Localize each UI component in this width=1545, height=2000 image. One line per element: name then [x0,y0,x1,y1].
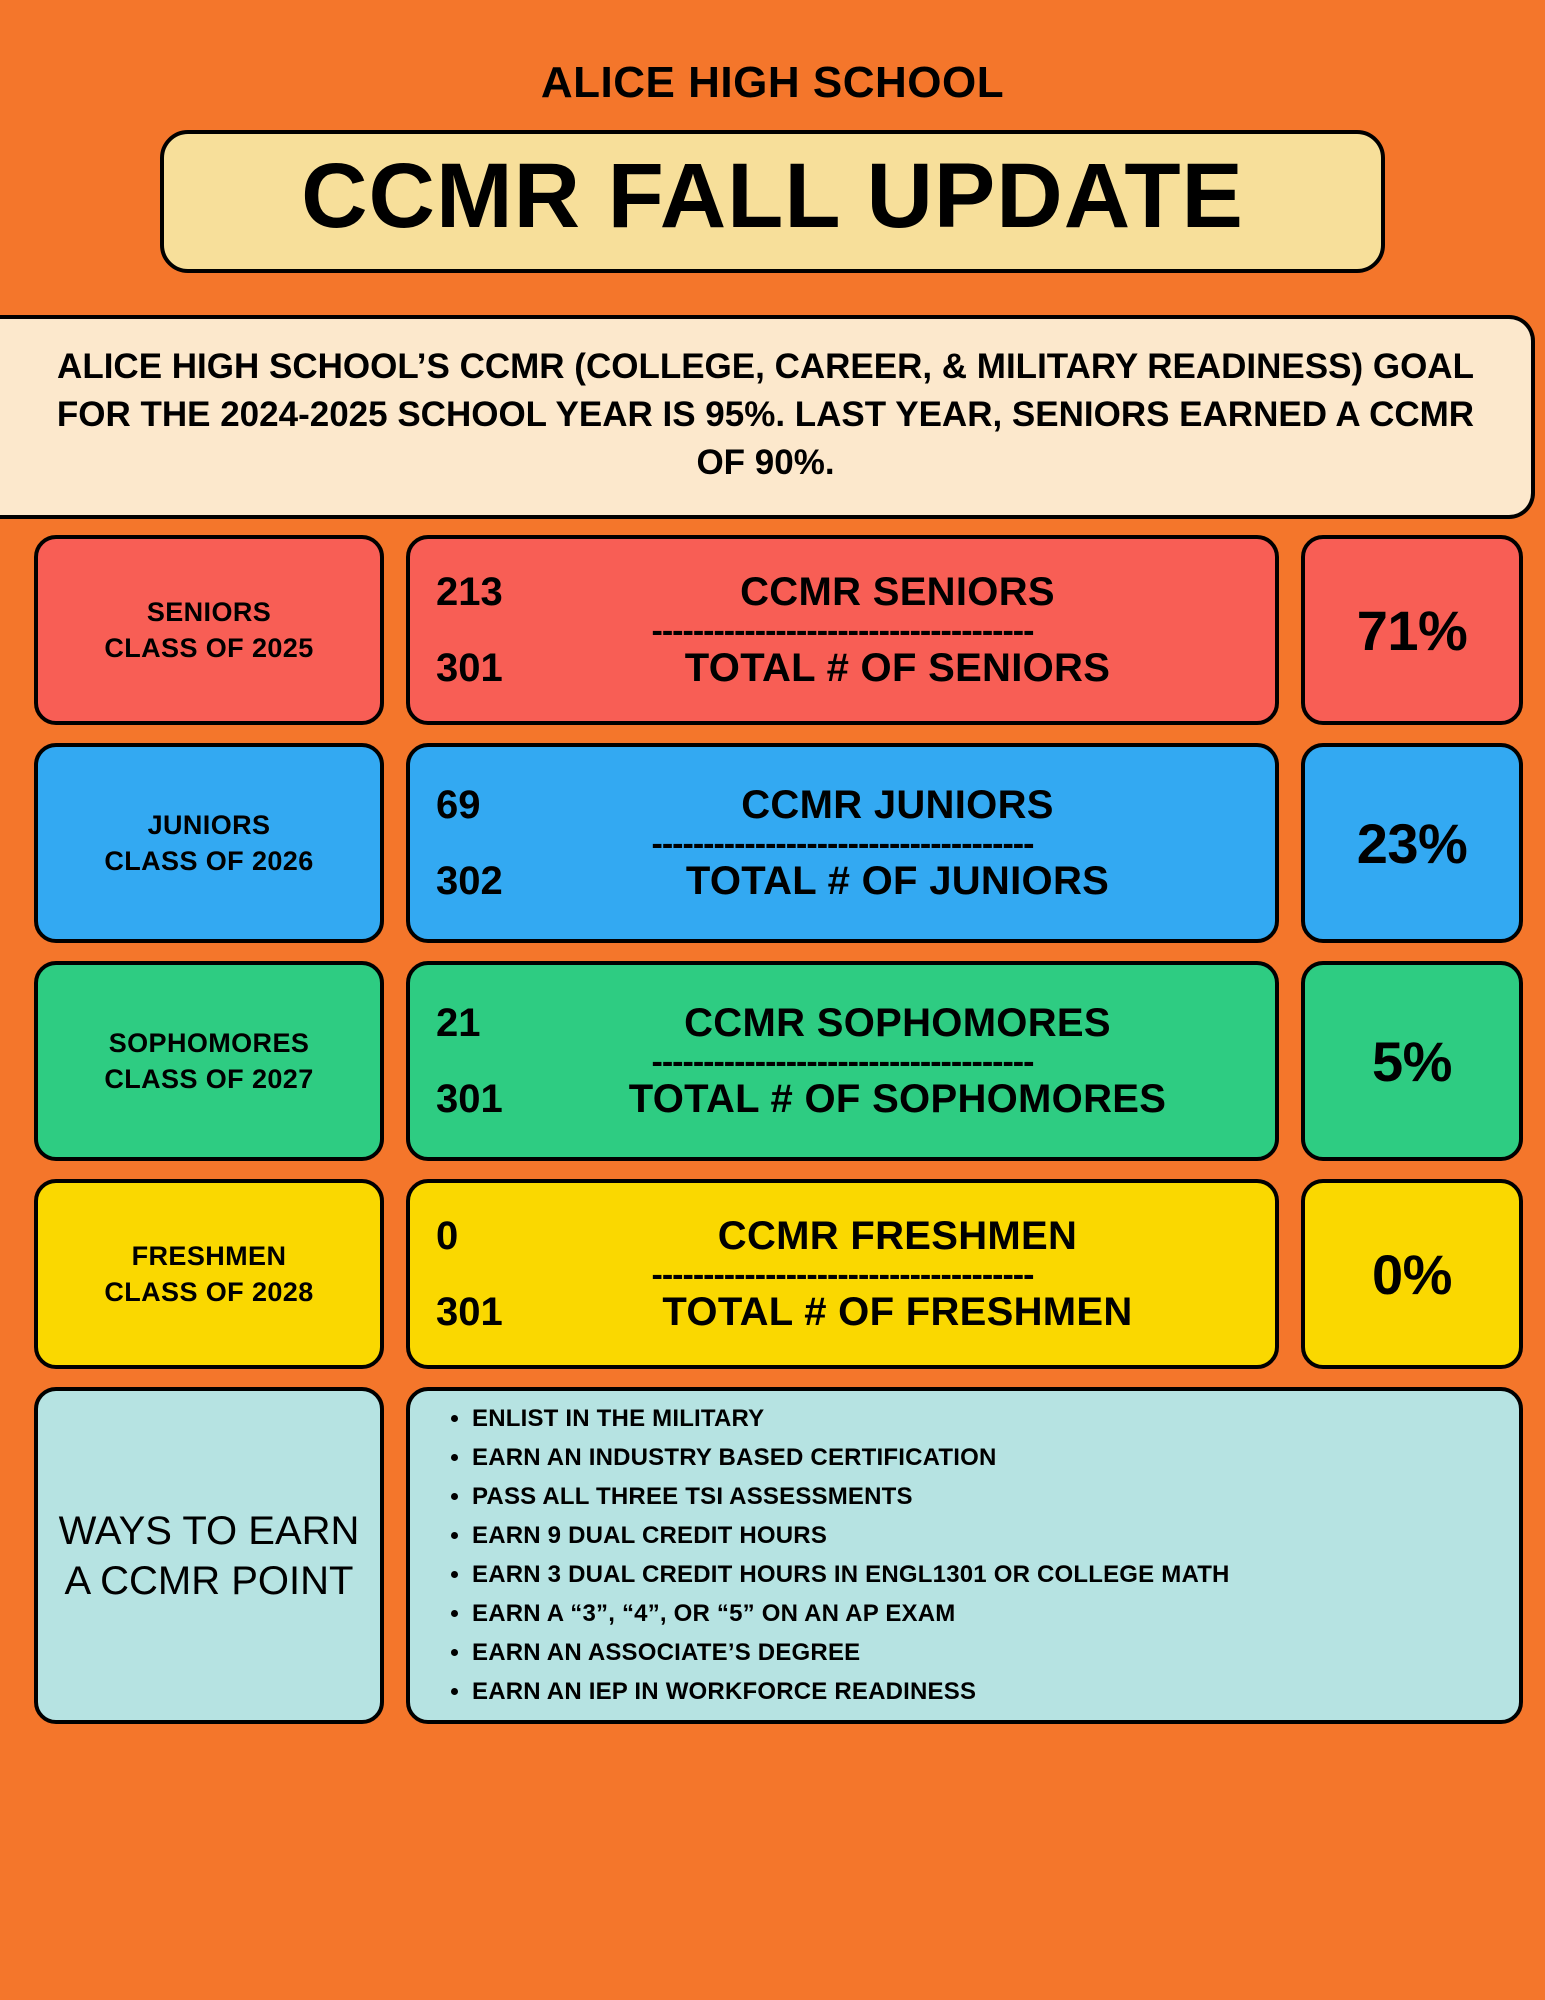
class-year: CLASS OF 2027 [104,1064,314,1095]
list-item: • EARN AN ASSOCIATE’S DEGREE [472,1641,1499,1665]
fraction-rule: ------------------------------------- [651,1262,1034,1289]
denominator-value: 302 [436,859,503,904]
fraction-rule: ------------------------------------- [651,618,1034,645]
ways-to-earn-section [34,1387,1523,1724]
percent-value: 23% [1356,811,1468,875]
class-row-sophomores [34,961,1523,1161]
class-year: CLASS OF 2025 [104,633,314,664]
fraction-denominator-line [424,859,1261,904]
fraction-freshmen [406,1179,1279,1369]
list-item: • EARN A “3”, “4”, OR “5” ON AN AP EXAM [472,1602,1499,1626]
denominator-value: 301 [436,1077,503,1122]
percent-sophomores [1301,961,1523,1161]
class-row-seniors [34,535,1523,725]
goal-banner [0,315,1535,520]
list-item: • PASS ALL THREE TSI ASSESSMENTS [472,1485,1499,1509]
fraction-numerator-line [424,1214,1261,1259]
fraction-seniors [406,535,1279,725]
class-label-juniors [34,743,384,943]
numerator-value: 21 [436,1000,481,1045]
denominator-value: 301 [436,1290,503,1335]
goal-text: ALICE HIGH SCHOOL’S CCMR (COLLEGE, CAREER, & MILITARY READINESS) GOAL FOR THE 2024-2025 SCHOOL YEAR IS 95%. LAST YEAR, SENIORS EARNED A CCMR OF 90%. [56,346,1475,483]
class-name: FRESHMEN [131,1241,287,1272]
fraction-denominator-line [424,646,1261,691]
numerator-label: CCMR FRESHMEN [717,1213,1078,1258]
class-label-sophomores [34,961,384,1161]
percent-juniors [1301,743,1523,943]
numerator-value: 213 [436,569,503,614]
class-name: SENIORS [146,597,272,628]
percent-value: 71% [1356,598,1468,662]
list-item: • EARN AN INDUSTRY BASED CERTIFICATION [472,1446,1499,1470]
fraction-numerator-line [424,1001,1261,1046]
numerator-label: CCMR JUNIORS [741,782,1054,827]
denominator-label: TOTAL # OF JUNIORS [685,859,1110,904]
ways-list-box [406,1387,1523,1724]
poster-header [0,0,1545,273]
percent-freshmen [1301,1179,1523,1369]
numerator-label: CCMR SOPHOMORES [684,1000,1111,1045]
fraction-rule: ------------------------------------- [651,1049,1034,1076]
denominator-label: TOTAL # OF SENIORS [684,646,1111,691]
list-item: • EARN AN IEP IN WORKFORCE READINESS [472,1680,1499,1704]
denominator-value: 301 [436,646,503,691]
class-row-freshmen [34,1179,1523,1369]
school-name: ALICE HIGH SCHOOL [540,58,1005,107]
ways-title-box [34,1387,384,1724]
page-title: CCMR FALL UPDATE [301,145,1244,247]
denominator-label: TOTAL # OF SOPHOMORES [628,1077,1167,1122]
percent-seniors [1301,535,1523,725]
fraction-denominator-line [424,1290,1261,1335]
fraction-sophomores [406,961,1279,1161]
title-box [160,130,1385,273]
fraction-numerator-line [424,570,1261,615]
class-name: SOPHOMORES [108,1028,310,1059]
numerator-value: 69 [436,782,481,827]
list-item: • ENLIST IN THE MILITARY [472,1407,1499,1431]
fraction-denominator-line [424,1077,1261,1122]
class-label-freshmen [34,1179,384,1369]
percent-value: 0% [1372,1242,1452,1306]
class-name: JUNIORS [147,810,271,841]
list-item: • EARN 3 DUAL CREDIT HOURS IN ENGL1301 OR COLLEGE MATH [472,1563,1499,1587]
list-item: • EARN 9 DUAL CREDIT HOURS [472,1524,1499,1548]
class-label-seniors [34,535,384,725]
ways-title: WAYS TO EARN A CCMR POINT [58,1508,360,1603]
fraction-numerator-line [424,783,1261,828]
numerator-label: CCMR SENIORS [740,569,1055,614]
class-year: CLASS OF 2028 [104,1277,314,1308]
ways-list [420,1407,1499,1704]
denominator-label: TOTAL # OF FRESHMEN [662,1290,1133,1335]
fraction-rule: ------------------------------------- [651,831,1034,858]
percent-value: 5% [1372,1029,1452,1093]
fraction-juniors [406,743,1279,943]
class-row-juniors [34,743,1523,943]
numerator-value: 0 [436,1213,459,1258]
class-rows [0,519,1545,1724]
class-year: CLASS OF 2026 [104,846,314,877]
